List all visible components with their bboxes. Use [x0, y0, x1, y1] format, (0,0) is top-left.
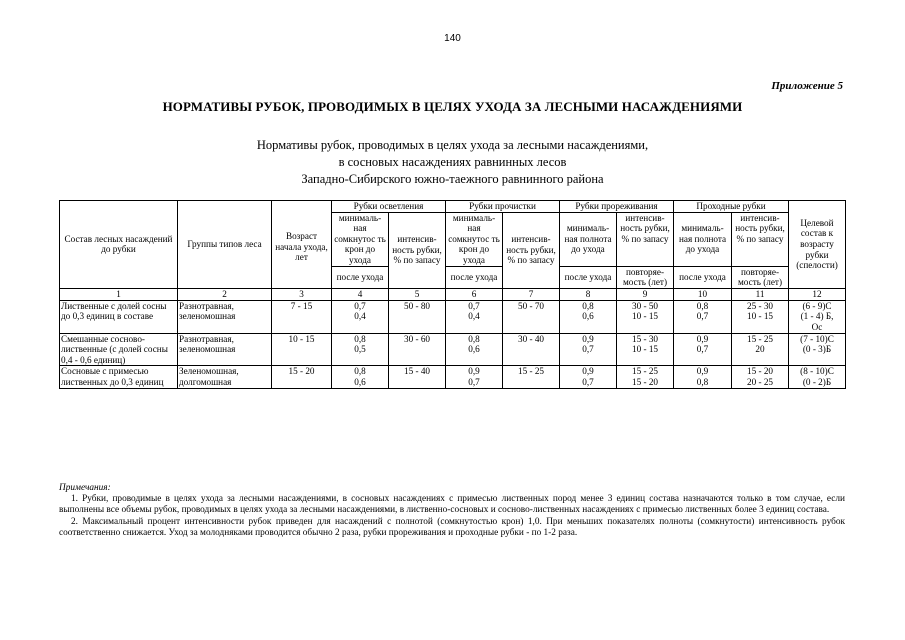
column-number: 3 [272, 288, 332, 300]
table-row [60, 333, 846, 366]
column-number: 5 [389, 288, 446, 300]
column-number: 4 [332, 288, 389, 300]
cell-target: (7 - 10)С (0 - 3)Б [789, 333, 846, 366]
column-number: 2 [178, 288, 272, 300]
cell-value: 0,9 0,7 [560, 366, 617, 388]
header-target-composition: Целевой состав к возрасту рубки (спелости) [789, 201, 846, 289]
header-after-care-4: после ухода [332, 266, 389, 288]
column-number: 12 [789, 288, 846, 300]
cell-value: 0,9 0,7 [446, 366, 503, 388]
cell-composition: Смешанные сосново-лиственные (с долей сосны 0,4 - 0,6 единиц) [60, 333, 178, 366]
column-number: 11 [732, 288, 789, 300]
header-min-closure-6: минималь- ная сомкнутос ть крон до ухода [446, 212, 503, 266]
note-1: 1. Рубки, проводимые в целях ухода за лесными насаждениями, в сосновых насаждениях с примесью лиственных пород менее 3 единиц состава назначаются только в том случае, если выполнены все объемы рубок, проводимых в целях ухода за лесными насаждениями, в лиственно-сосновых и сосново-лиственных насаждениях с примесью лиственных более 3 единиц состава. [59, 494, 845, 516]
header-age: Возраст начала ухода, лет [272, 201, 332, 289]
cell-age: 15 - 20 [272, 366, 332, 388]
header-intensity-11: интенсив- ность рубки, % по запасу [732, 212, 789, 266]
note-2: 2. Максимальный процент интенсивности рубок приведен для насаждений с полнотой (сомкнутостью крон) 1,0. При меньших показателях полноты (сомкнутости) интенсивность рубок соответственно снижается. Уход за молодняками проводится обычно 2 раза, рубки прореживания и проходные рубки - по 1-2 раза. [59, 516, 845, 538]
subtitle-line-2: в сосновых насаждениях равнинных лесов [338, 155, 567, 169]
column-number: 8 [560, 288, 617, 300]
cell-age: 7 - 15 [272, 300, 332, 333]
header-forest-types: Группы типов леса [178, 201, 272, 289]
cell-value: 0,8 0,6 [446, 333, 503, 366]
cell-target: (6 - 9)С (1 - 4) Б, Ос [789, 300, 846, 333]
cell-value: 0,8 0,7 [674, 300, 732, 333]
cell-value: 50 - 80 [389, 300, 446, 333]
cell-value: 15 - 25 [503, 366, 560, 388]
header-cleaning: Рубки прочистки [446, 201, 560, 213]
notes-section [59, 483, 845, 539]
cell-composition: Лиственные с долей сосны до 0,3 единиц в составе [60, 300, 178, 333]
cell-target: (8 - 10)С (0 - 2)Б [789, 366, 846, 388]
header-after-care-6: после ухода [446, 266, 503, 288]
header-thinning: Рубки прореживания [560, 201, 674, 213]
cell-value: 15 - 40 [389, 366, 446, 388]
table-row [60, 366, 846, 388]
header-min-closure-4: минималь- ная сомкнутос ть крон до ухода [332, 212, 389, 266]
cell-value: 0,7 0,4 [332, 300, 389, 333]
table-row [60, 300, 846, 333]
cell-composition: Сосновые с примесью лиственных до 0,3 единиц [60, 366, 178, 388]
header-composition: Состав лесных насаждений до рубки [60, 201, 178, 289]
cell-value: 0,9 0,7 [560, 333, 617, 366]
appendix-label: Приложение 5 [771, 80, 843, 92]
cell-forest-type: Зеленомошная, долгомошная [178, 366, 272, 388]
page-title: НОРМАТИВЫ РУБОК, ПРОВОДИМЫХ В ЦЕЛЯХ УХОДА ЗА ЛЕСНЫМИ НАСАЖДЕНИЯМИ [162, 99, 743, 114]
column-number: 6 [446, 288, 503, 300]
cell-value: 15 - 25 20 [732, 333, 789, 366]
page-number: 140 [444, 33, 461, 44]
notes-heading: Примечания: [59, 483, 111, 493]
header-clearing: Рубки осветления [332, 201, 446, 213]
subtitle-line-3: Западно-Сибирского южно-таежного равнинного района [301, 172, 604, 186]
column-number: 7 [503, 288, 560, 300]
column-number: 10 [674, 288, 732, 300]
cell-value: 0,8 0,5 [332, 333, 389, 366]
norms-table [59, 200, 846, 389]
cell-value: 15 - 25 15 - 20 [617, 366, 674, 388]
header-intensity-5: интенсив- ность рубки, % по запасу [389, 212, 446, 288]
cell-age: 10 - 15 [272, 333, 332, 366]
header-after-care-8: после ухода [560, 266, 617, 288]
header-intensity-7: интенсив- ность рубки, % по запасу [503, 212, 560, 288]
cell-value: 30 - 60 [389, 333, 446, 366]
cell-value: 0,8 0,6 [560, 300, 617, 333]
header-repeat-9: повторяе- мость (лет) [617, 266, 674, 288]
cell-value: 30 - 40 [503, 333, 560, 366]
table-subtitle [0, 137, 905, 188]
header-repeat-11: повторяе- мость (лет) [732, 266, 789, 288]
cell-value: 0,9 0,7 [674, 333, 732, 366]
cell-value: 25 - 30 10 - 15 [732, 300, 789, 333]
column-number: 1 [60, 288, 178, 300]
header-passage: Проходные рубки [674, 201, 789, 213]
subtitle-line-1: Нормативы рубок, проводимых в целях ухода за лесными насаждениями, [256, 138, 649, 152]
cell-value: 0,7 0,4 [446, 300, 503, 333]
cell-forest-type: Разнотравная, зеленомошная [178, 333, 272, 366]
cell-value: 0,9 0,8 [674, 366, 732, 388]
header-min-density-10: минималь- ная полнота до ухода [674, 212, 732, 266]
cell-value: 15 - 30 10 - 15 [617, 333, 674, 366]
cell-value: 0,8 0,6 [332, 366, 389, 388]
cell-value: 30 - 50 10 - 15 [617, 300, 674, 333]
header-intensity-9: интенсив- ность рубки, % по запасу [617, 212, 674, 266]
cell-value: 50 - 70 [503, 300, 560, 333]
header-after-care-10: после ухода [674, 266, 732, 288]
header-min-density-8: минималь- ная полнота до ухода [560, 212, 617, 266]
column-number: 9 [617, 288, 674, 300]
cell-value: 15 - 20 20 - 25 [732, 366, 789, 388]
cell-forest-type: Разнотравная, зеленомошная [178, 300, 272, 333]
